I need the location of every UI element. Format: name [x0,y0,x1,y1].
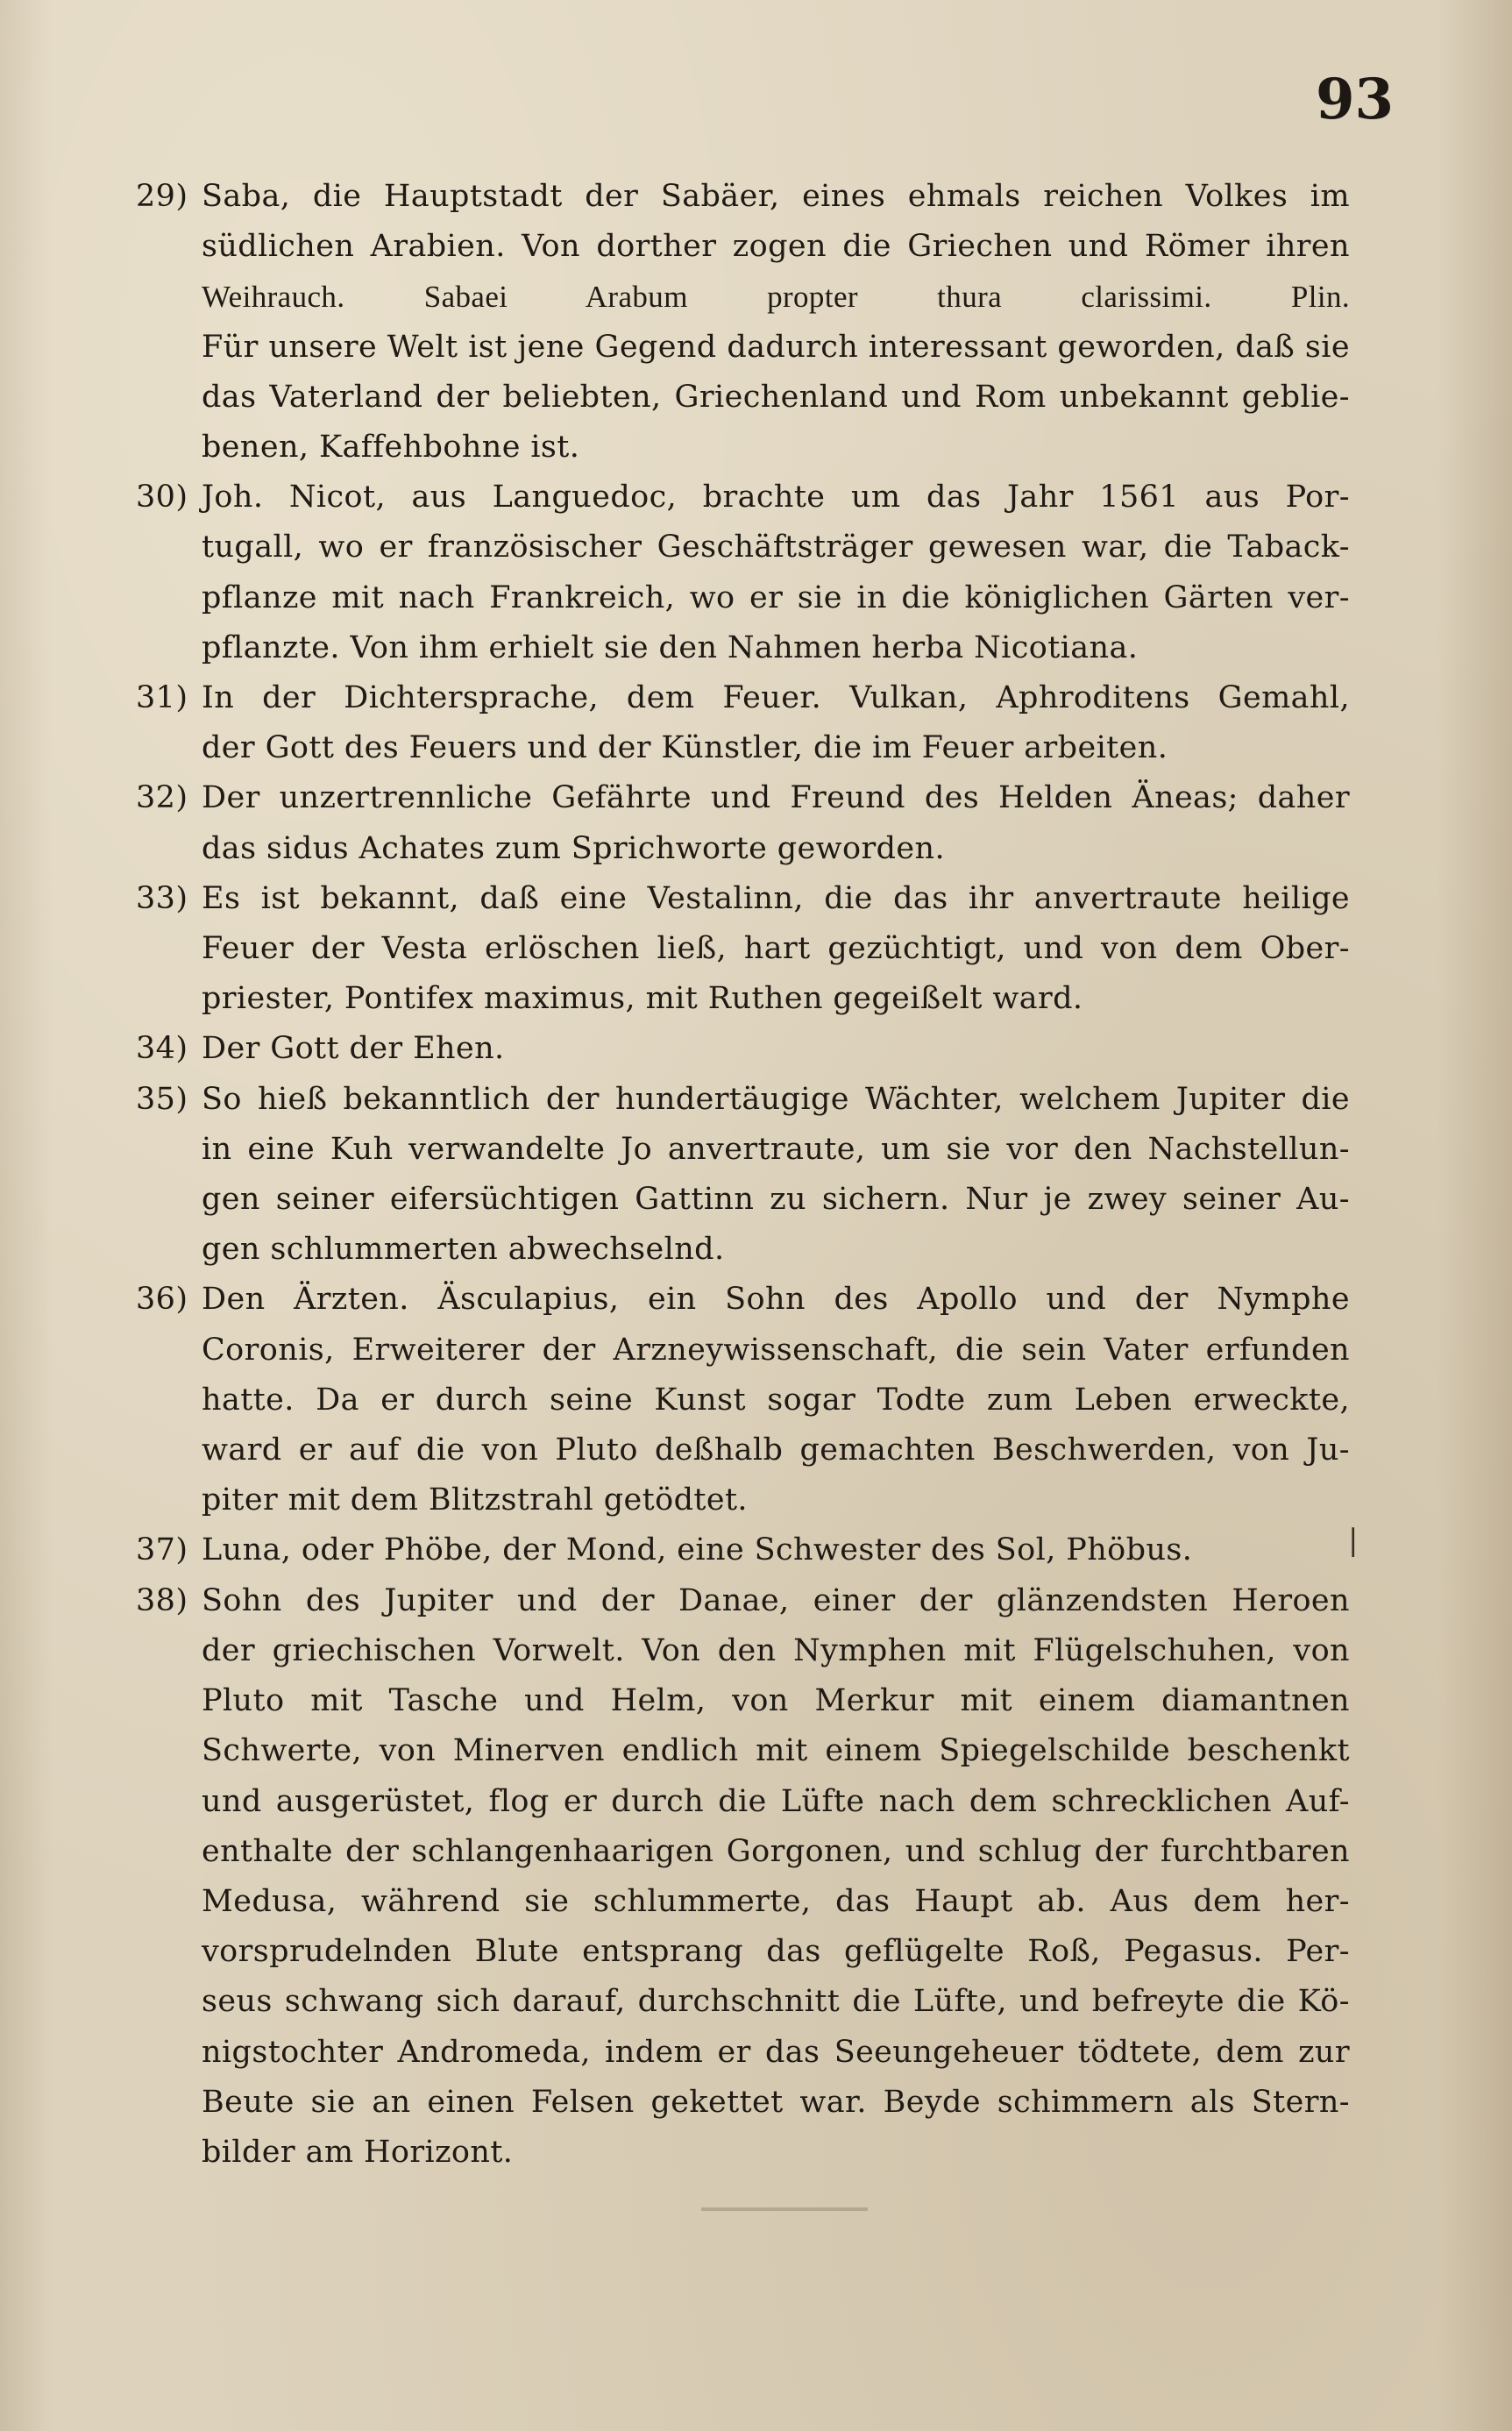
note-line: bilder am Horizont. [202,2134,514,2170]
note-number: 34) [136,1031,188,1067]
note-line: pflanzte. Von ihm erhielt sie den Nahmen herba Nicotiana. [202,629,1139,665]
note-36 [136,1275,1350,1525]
note-line: Sohn des Jupiter und der Danae, einer der glänzendsten Heroen [202,1582,1350,1618]
note-number: 37) [136,1532,188,1568]
note-line: Luna, oder Phöbe, der Mond, eine Schwester des Sol, Phöbus. [202,1532,1193,1568]
stray-mark: | [1348,1523,1359,1558]
note-line: enthalte der schlangenhaarigen Gorgonen, und schlug der furchtbaren [202,1833,1350,1869]
note-line: Joh. Nicot, aus Languedoc, brachte um das Jahr 1561 aus Por- [202,480,1350,515]
note-30 [136,473,1350,673]
note-line: piter mit dem Blitzstrahl getödtet. [202,1482,748,1518]
note-line: Pluto mit Tasche und Helm, von Merkur mit einem diamantnen [202,1683,1350,1719]
note-31 [136,673,1350,773]
note-line: hatte. Da er durch seine Kunst sogar Todte zum Leben erweckte, [202,1382,1350,1418]
note-29 [136,172,1350,473]
note-line: priester, Pontifex maximus, mit Ruthen gegeißelt ward. [202,981,1083,1017]
note-number: 31) [136,680,188,716]
note-line: ward er auf die von Pluto deßhalb gemachten Beschwerden, von Ju- [202,1432,1350,1468]
note-number: 30) [136,480,188,515]
note-line: tugall, wo er französischer Geschäftsträger gewesen war, die Taback- [202,530,1350,565]
note-33 [136,874,1350,1025]
footnotes [136,172,1350,2178]
note-number: 33) [136,880,188,916]
note-line: nigstochter Andromeda, indem er das Seeungeheuer tödtete, dem zur [202,2034,1350,2070]
note-line: So hieß bekanntlich der hundertäugige Wächter, welchem Jupiter die [202,1081,1350,1117]
note-line: gen seiner eifersüchtigen Gattinn zu sichern. Nur je zwey seiner Au- [202,1182,1350,1218]
note-line: Es ist bekannt, daß eine Vestalinn, die das ihr anvertraute heilige [202,880,1350,916]
note-line: Saba, die Hauptstadt der Sabäer, eines ehmals reichen Volkes im [202,179,1350,214]
note-line: In der Dichtersprache, dem Feuer. Vulkan, Aphroditens Gemahl, [202,680,1350,716]
note-line: gen schlummerten abwechselnd. [202,1232,725,1268]
note-37 [136,1525,1350,1575]
note-line: seus schwang sich darauf, durchschnitt die Lüfte, und befreyte die Kö- [202,1984,1350,2020]
note-line: Feuer der Vesta erlöschen ließ, hart gezüchtigt, und von dem Ober- [202,931,1350,967]
note-line: und ausgerüstet, flog er durch die Lüfte nach dem schrecklichen Auf- [202,1783,1350,1819]
note-line: Beute sie an einen Felsen gekettet war. Beyde schimmern als Stern- [202,2084,1350,2120]
note-line: Der unzertrennliche Gefährte und Freund des Helden Äneas; daher [202,780,1350,816]
note-line: südlichen Arabien. Von dorther zogen die Griechen und Römer ihren [202,229,1350,265]
note-line: Den Ärzten. Äsculapius, ein Sohn des Apollo und der Nymphe [202,1282,1350,1318]
note-number: 32) [136,780,188,816]
note-35 [136,1075,1350,1276]
note-number: 38) [136,1582,188,1618]
note-line: Für unsere Welt ist jene Gegend dadurch interessant geworden, daß sie [202,329,1350,365]
note-line: das Vaterland der beliebten, Griechenland und Rom unbekannt geblie- [202,379,1350,415]
note-line: der griechischen Vorwelt. Von den Nymphen mit Flügelschuhen, von [202,1632,1350,1668]
note-line: das sidus Achates zum Sprichworte geworden. [202,830,945,866]
note-line: vorsprudelnden Blute entsprang das geflügelte Roß, Pegasus. Per- [202,1934,1350,1970]
note-32 [136,773,1350,873]
note-line: Der Gott der Ehen. [202,1031,505,1067]
note-line: Weihrauch. Sabaei Arabum propter thura clarissimi. Plin. [202,280,1350,315]
note-number: 36) [136,1282,188,1318]
note-line: Coronis, Erweiterer der Arzneywissenschaft, die sein Vater erfunden [202,1332,1350,1368]
page-number: 93 [1315,67,1394,132]
note-34 [136,1024,1350,1074]
note-38 [136,1576,1350,2178]
note-line: benen, Kaffehbohne ist. [202,430,580,466]
note-number: 29) [136,179,188,214]
note-line: der Gott des Feuers und der Künstler, die im Feuer arbeiten. [202,730,1168,766]
note-line: in eine Kuh verwandelte Jo anvertraute, um sie vor den Nachstellun- [202,1131,1350,1167]
bleed-through-rule [701,2207,868,2211]
note-line: Medusa, während sie schlummerte, das Haupt ab. Aus dem her- [202,1883,1350,1919]
note-line: Schwerte, von Minerven endlich mit einem Spiegelschilde beschenkt [202,1733,1350,1769]
note-line: pflanze mit nach Frankreich, wo er sie in die königlichen Gärten ver- [202,579,1350,615]
note-number: 35) [136,1081,188,1117]
